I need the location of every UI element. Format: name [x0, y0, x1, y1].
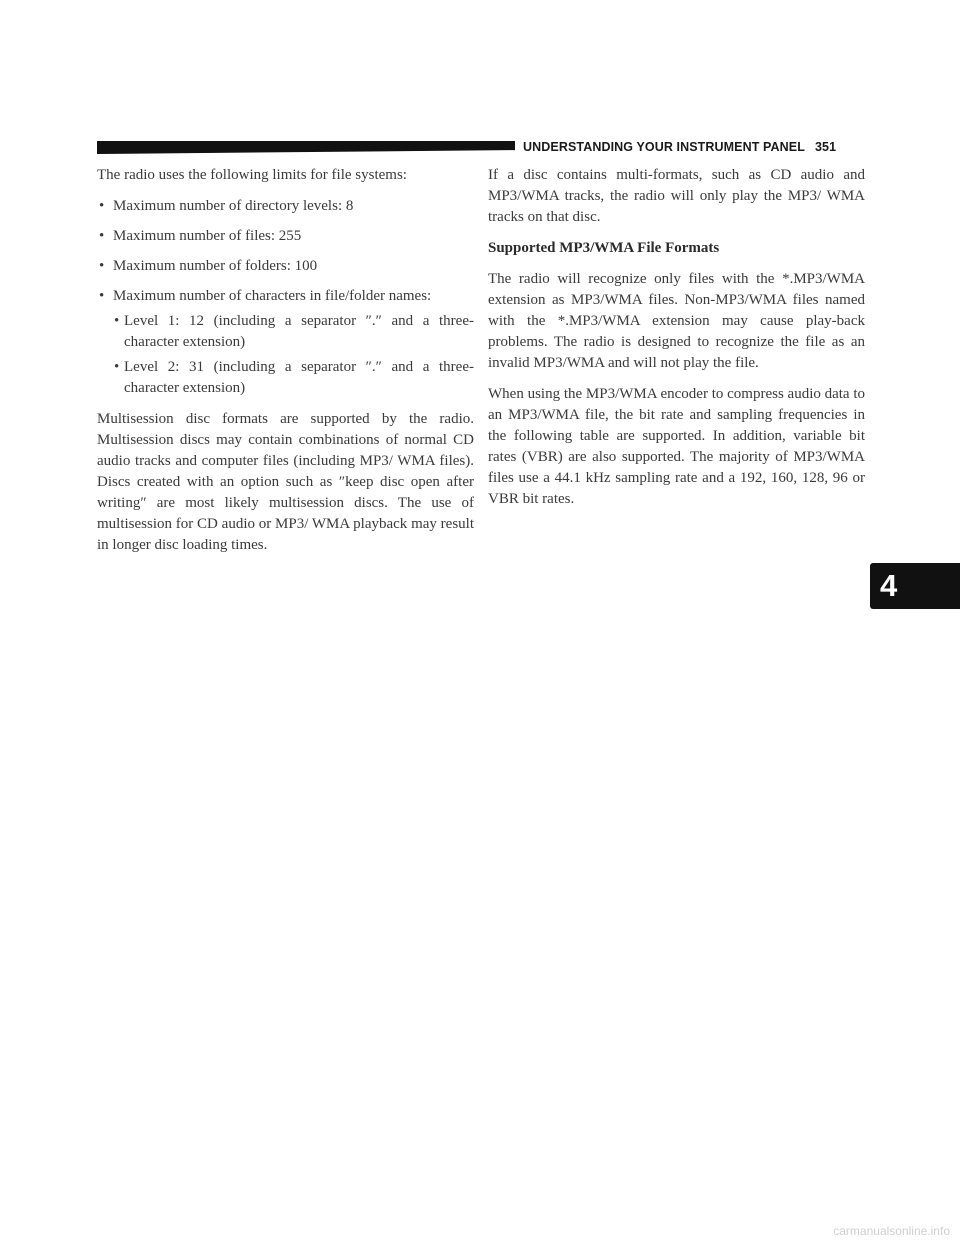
section-heading: Supported MP3/WMA File Formats	[488, 240, 720, 256]
sub-bullet-item	[97, 357, 474, 399]
sub-bullet-text: Level 1: 12 (including a separator ″.″ and a three-character extension)	[124, 313, 474, 350]
multiformat-paragraph: If a disc contains multi-formats, such as CD audio and MP3/WMA tracks, the radio will only play the MP3/ WMA tracks on that disc.	[488, 167, 865, 225]
bullet-item: • Maximum number of directory levels: 8	[97, 196, 474, 217]
sub-bullet-item	[97, 311, 474, 353]
chapter-tab	[870, 563, 960, 609]
intro-paragraph: The radio uses the following limits for file systems:	[97, 167, 407, 183]
watermark: carmanualsonline.info	[833, 1224, 950, 1238]
encoder-paragraph: When using the MP3/WMA encoder to compress audio data to an MP3/WMA file, the bit rate and sampling frequencies in the following table are supported. In addition, variable bit rates (VBR) are also supported. The majority of MP3/WMA files use a 44.1 kHz sampling rate and a 192, 160, 128, 96 or VBR bit rates.	[488, 386, 866, 507]
chapter-number: 4	[880, 568, 898, 603]
bullet-dot-icon: •	[114, 359, 120, 375]
section-title: UNDERSTANDING YOUR INSTRUMENT PANEL	[523, 140, 805, 154]
running-header	[523, 140, 836, 154]
left-column	[97, 165, 474, 566]
right-column	[488, 165, 865, 520]
page-number: 351	[814, 140, 837, 154]
recognize-paragraph: The radio will recognize only files with the *.MP3/WMA extension as MP3/WMA files. Non-MP3/WMA files named with the *.MP3/WMA extension may cause play-back problems. The radio is designed to recognize the file as an invalid MP3/WMA and will not play the file.	[488, 271, 865, 371]
bullet-item: • Maximum number of folders: 100	[97, 256, 474, 277]
bullet-dot-icon: •	[114, 313, 120, 329]
header-rule	[97, 141, 515, 154]
bullet-item: • Maximum number of files: 255	[97, 226, 474, 247]
bullet-item: • Maximum number of characters in file/folder names:	[97, 286, 474, 307]
multisession-paragraph: Multisession disc formats are supported by the radio. Multisession discs may contain combinations of normal CD audio tracks and computer files (including MP3/ WMA files). Discs created with an option such as ″keep disc open after writing″ are most likely multisession discs. The use of multisession for CD audio or MP3/ WMA playback may result in longer disc loading times.	[97, 411, 474, 553]
sub-bullet-text: Level 2: 31 (including a separator ″.″ and a three-character extension)	[124, 359, 474, 396]
